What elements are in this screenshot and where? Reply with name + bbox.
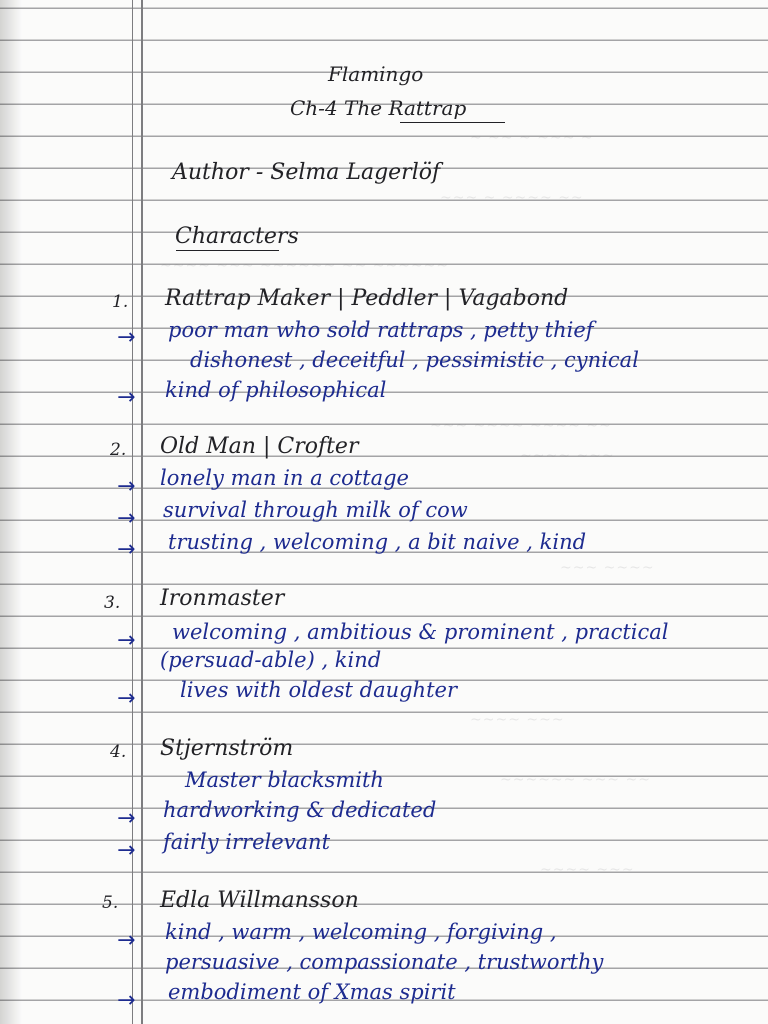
arrow-icon: →	[117, 988, 136, 1013]
chapter-title: Ch-4 The Rattrap	[290, 96, 467, 120]
character-trait: kind of philosophical	[165, 378, 387, 402]
arrow-icon: →	[117, 385, 136, 410]
character-trait: lives with oldest daughter	[180, 678, 457, 702]
show-through-text: ~~~ ~~~~ ~~~~ ~~	[430, 418, 612, 434]
author-line: Author - Selma Lagerlöf	[172, 160, 441, 185]
character-trait: embodiment of Xmas spirit	[168, 980, 456, 1004]
characters-underline	[176, 250, 279, 251]
character-name: Ironmaster	[160, 586, 285, 611]
arrow-icon: →	[117, 686, 136, 711]
characters-heading: Characters	[175, 224, 299, 249]
character-trait: persuasive , compassionate , trustworthy	[165, 950, 604, 974]
show-through-text: ~~~~ ~~~	[520, 448, 615, 464]
show-through-text: ~~~~ ~~~	[470, 712, 565, 728]
character-number: 5.	[102, 893, 119, 913]
character-trait: kind , warm , welcoming , forgiving ,	[165, 920, 557, 944]
character-trait: hardworking & dedicated	[163, 798, 437, 822]
character-name: Stjernström	[160, 736, 294, 761]
show-through-text: ~ ~~ ~ ~~~ ~	[470, 130, 594, 146]
character-trait: lonely man in a cottage	[160, 466, 409, 490]
character-name: Rattrap Maker | Peddler | Vagabond	[165, 286, 569, 311]
character-trait: dishonest , deceitful , pessimistic , cynical	[190, 348, 639, 372]
character-trait: (persuad-able) , kind	[160, 648, 382, 672]
show-through-text: ~~~~ ~~~ ~~~~~~ ~~ ~~~~~~	[160, 258, 450, 274]
arrow-icon: →	[117, 474, 136, 499]
arrow-icon: →	[117, 838, 136, 863]
character-name: Old Man | Crofter	[160, 434, 359, 459]
chapter-underline	[400, 122, 505, 123]
show-through-text: ~~~~ ~~~	[540, 862, 635, 878]
character-name: Edla Willmansson	[160, 888, 359, 913]
margin-line	[141, 0, 143, 1024]
arrow-icon: →	[117, 325, 136, 350]
character-trait: survival through milk of cow	[163, 498, 468, 522]
character-number: 4.	[110, 742, 127, 762]
character-trait: fairly irrelevant	[163, 830, 331, 854]
arrow-icon: →	[117, 928, 136, 953]
character-number: 3.	[104, 593, 121, 613]
show-through-text: ~~~~~~ ~~~ ~~	[500, 772, 651, 788]
character-trait: trusting , welcoming , a bit naive , kind	[168, 530, 587, 554]
show-through-text: ~~~ ~~~~	[560, 560, 655, 576]
character-number: 1.	[112, 292, 129, 312]
arrow-icon: →	[117, 537, 136, 562]
book-title: Flamingo	[328, 62, 424, 86]
character-number: 2.	[110, 440, 127, 460]
arrow-icon: →	[117, 628, 136, 653]
arrow-icon: →	[117, 506, 136, 531]
arrow-icon: →	[117, 806, 136, 831]
page-edge-shadow	[0, 0, 22, 1024]
character-trait: welcoming , ambitious & prominent , practical	[172, 620, 669, 644]
character-trait: poor man who sold rattraps , petty thief	[168, 318, 594, 342]
show-through-text: ~~~ ~ ~~~~ ~~	[440, 190, 584, 206]
character-trait: Master blacksmith	[185, 768, 384, 792]
